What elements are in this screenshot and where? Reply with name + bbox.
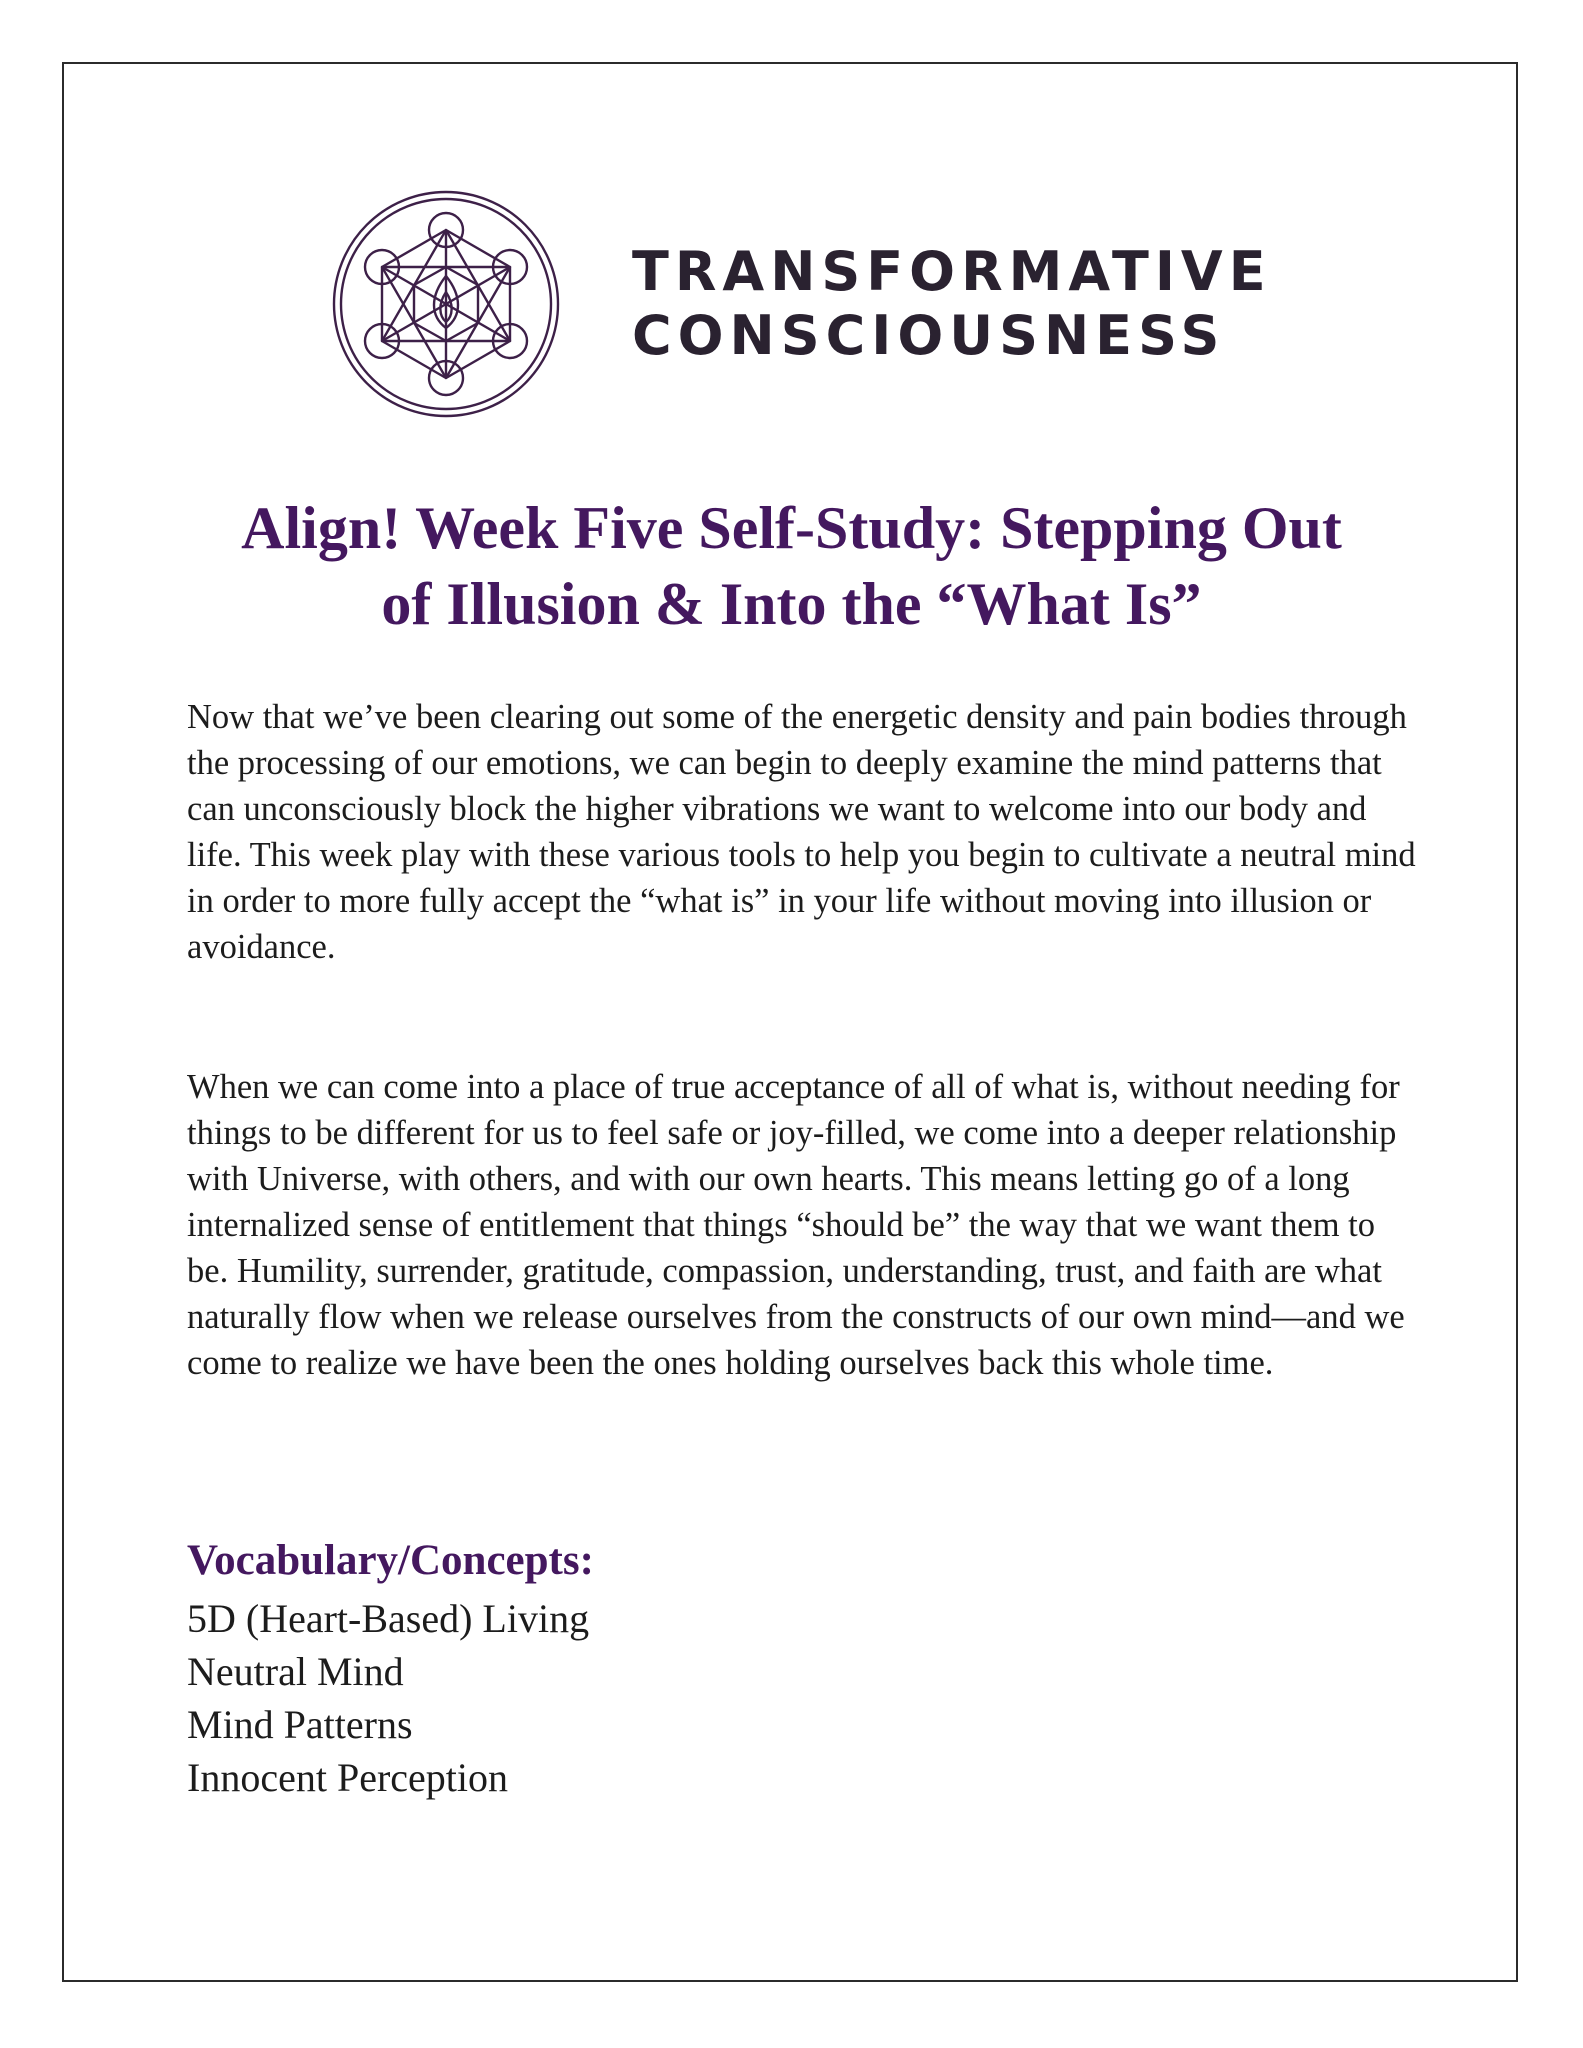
title-line-2: of Illusion & Into the “What Is” — [381, 571, 1202, 637]
vocabulary-heading: Vocabulary/Concepts: — [187, 1537, 594, 1584]
document-title — [160, 490, 1423, 642]
intro-paragraph: Now that we’ve been clearing out some of the energetic density and pain bodies through the processing of our emotions, we can begin to deeply examine the mind patterns that can unconsciously block the higher vibrations we want to welcome into our body and life. This week play with these various tools to help you begin to cultivate a neutral mind in order to more fully accept the “what is” in your life without moving into illusion or avoidance. — [187, 698, 1416, 966]
vocabulary-item: Innocent Perception — [187, 1755, 508, 1800]
vocabulary-item: Mind Patterns — [187, 1702, 413, 1747]
brand-name — [632, 240, 1272, 368]
brand-line-2: CONSCIOUSNESS — [632, 304, 1226, 367]
vocabulary-item: Neutral Mind — [187, 1649, 404, 1694]
brand-line-1: TRANSFORMATIVE — [632, 240, 1272, 303]
acceptance-paragraph: When we can come into a place of true acceptance of all of what is, without needing for things to be different for us to feel safe or joy-filled, we come into a deeper relationship with Universe, with others, and with our own hearts. This means letting go of a long internalized sense of entitlement that things “should be” the way that we want them to be. Humility, surrender, gratitude, compassion, understanding, trust, and faith are what naturally flow when we release ourselves from the constructs of our own mind—and we come to realize we have been the ones holding ourselves back this whole time. — [187, 1068, 1405, 1382]
vocabulary-item: 5D (Heart-Based) Living — [187, 1596, 590, 1641]
logo-header — [330, 188, 1272, 420]
vocabulary-list — [187, 1592, 589, 1804]
metatrons-cube-flame-icon — [330, 188, 562, 420]
title-line-1: Align! Week Five Self-Study: Stepping Out — [241, 495, 1342, 561]
